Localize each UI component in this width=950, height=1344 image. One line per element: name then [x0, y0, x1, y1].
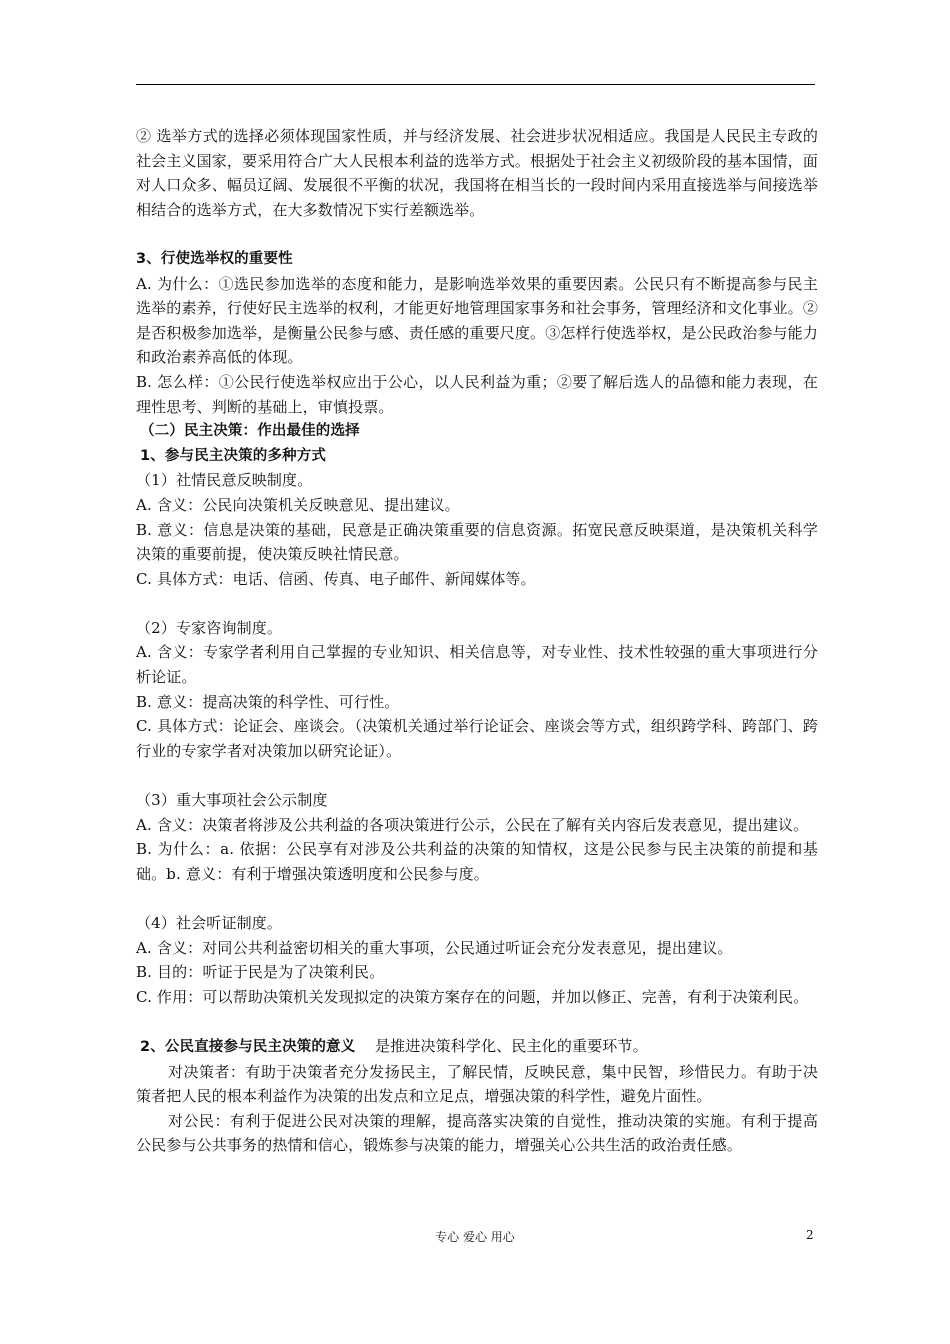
section-heading: 3、行使选举权的重要性 [136, 250, 293, 267]
paragraph: B. 怎么样：①公民行使选举权应出于公心，以人民利益为重；②要了解后选人的品德和能力表现，在理性思考、判断的基础上，审慎投票。 [136, 372, 818, 416]
footer-motto: 专心 爱心 用心 [435, 1230, 515, 1244]
paragraph: （1）社情民意反映制度。 [136, 471, 313, 490]
paragraph: C. 作用：可以帮助决策机关发现拟定的决策方案存在的问题，并加以修正、完善，有利于决策利民。 [136, 987, 809, 1006]
paragraph: A. 含义：对同公共利益密切相关的重大事项，公民通过听证会充分发表意见，提出建议。 [136, 938, 733, 957]
paragraph: C. 具体方式：电话、信函、传真、电子邮件、新闻媒体等。 [136, 569, 536, 588]
page-footer [0, 1228, 950, 1248]
paragraph: （4）社会听证制度。 [136, 914, 283, 932]
body-text [136, 124, 818, 1158]
paragraph: （3）重大事项社会公示制度 [136, 791, 328, 810]
section-heading: 1、参与民主决策的多种方式 [140, 447, 327, 464]
paragraph: B. 为什么：a. 依据：公民享有对涉及公共利益的决策的知情权，这是公民参与民主决策的前提和基础。b. 意义：有利于增强决策透明度和公民参与度。 [136, 840, 818, 883]
section-heading: （二）民主决策：作出最佳的选择 [140, 423, 360, 440]
paragraph: A. 含义：决策者将涉及公共利益的各项决策进行公示，公民在了解有关内容后发表意见，提出建议。 [136, 815, 809, 834]
paragraph: B. 目的：听证于民是为了决策利民。 [136, 963, 385, 982]
paragraph: B. 意义：提高决策的科学性、可行性。 [136, 692, 400, 711]
page-number: 2 [806, 1228, 814, 1242]
paragraph: A. 含义：专家学者利用自己掌握的专业知识、相关信息等，对专业性、技术性较强的重大事项进行分析论证。 [136, 643, 818, 687]
paragraph: A. 含义：公民向决策机关反映意见、提出建议。 [136, 495, 460, 514]
section-heading: 2、公民直接参与民主决策的意义 [140, 1038, 356, 1055]
paragraph: （2）专家咨询制度。 [136, 618, 283, 637]
section-heading-note: 是推进决策科学化、民主化的重要环节。 [375, 1036, 648, 1055]
paragraph: 对决策者：有助于决策者充分发扬民主，了解民情，反映民意，集中民智，珍惜民力。有助于决策者把人民的根本利益作为决策的出发点和立足点，增强决策的科学性，避免片面性。 [136, 1062, 818, 1106]
paragraph: A. 为什么：①选民参加选举的态度和能力，是影响选举效果的重要因素。公民只有不断提高参与民主选举的素养，行使好民主选举的权利，才能更好地管理国家事务和社会事务，管理经济和文化事业。②是否积极参加选举，是衡量公民参与感、责任感的重要尺度。③怎样行使选举权，是公民政治参与能力和政治素养高低的体现。 [136, 274, 818, 367]
paragraph: 对公民：有利于促进公民对决策的理解，提高落实决策的自觉性，推动决策的实施。有利于提高公民参与公共事务的热情和信心，锻炼参与决策的能力，增强关心公共生活的政治责任感。 [136, 1111, 818, 1155]
header-rule [136, 84, 815, 85]
paragraph: ② 选举方式的选择必须体现国家性质，并与经济发展、社会进步状况相适应。我国是人民民主专政的社会主义国家，要采用符合广大人民根本利益的选举方式。根据处于社会主义初级阶段的基本国情，面对人口众多、幅员辽阔、发展很不平衡的状况，我国将在相当长的一段时间内采用直接选举与间接选举相结合的选举方式，在大多数情况下实行差额选举。 [136, 127, 818, 219]
paragraph: B. 意义：信息是决策的基础，民意是正确决策重要的信息资源。拓宽民意反映渠道，是决策机关科学决策的重要前提，使决策反映社情民意。 [136, 520, 818, 564]
section-heading-line [136, 1034, 818, 1060]
paragraph: C. 具体方式：论证会、座谈会。（决策机关通过举行论证会、座谈会等方式，组织跨学科、跨部门、跨行业的专家学者对决策加以研究论证）。 [136, 717, 818, 760]
